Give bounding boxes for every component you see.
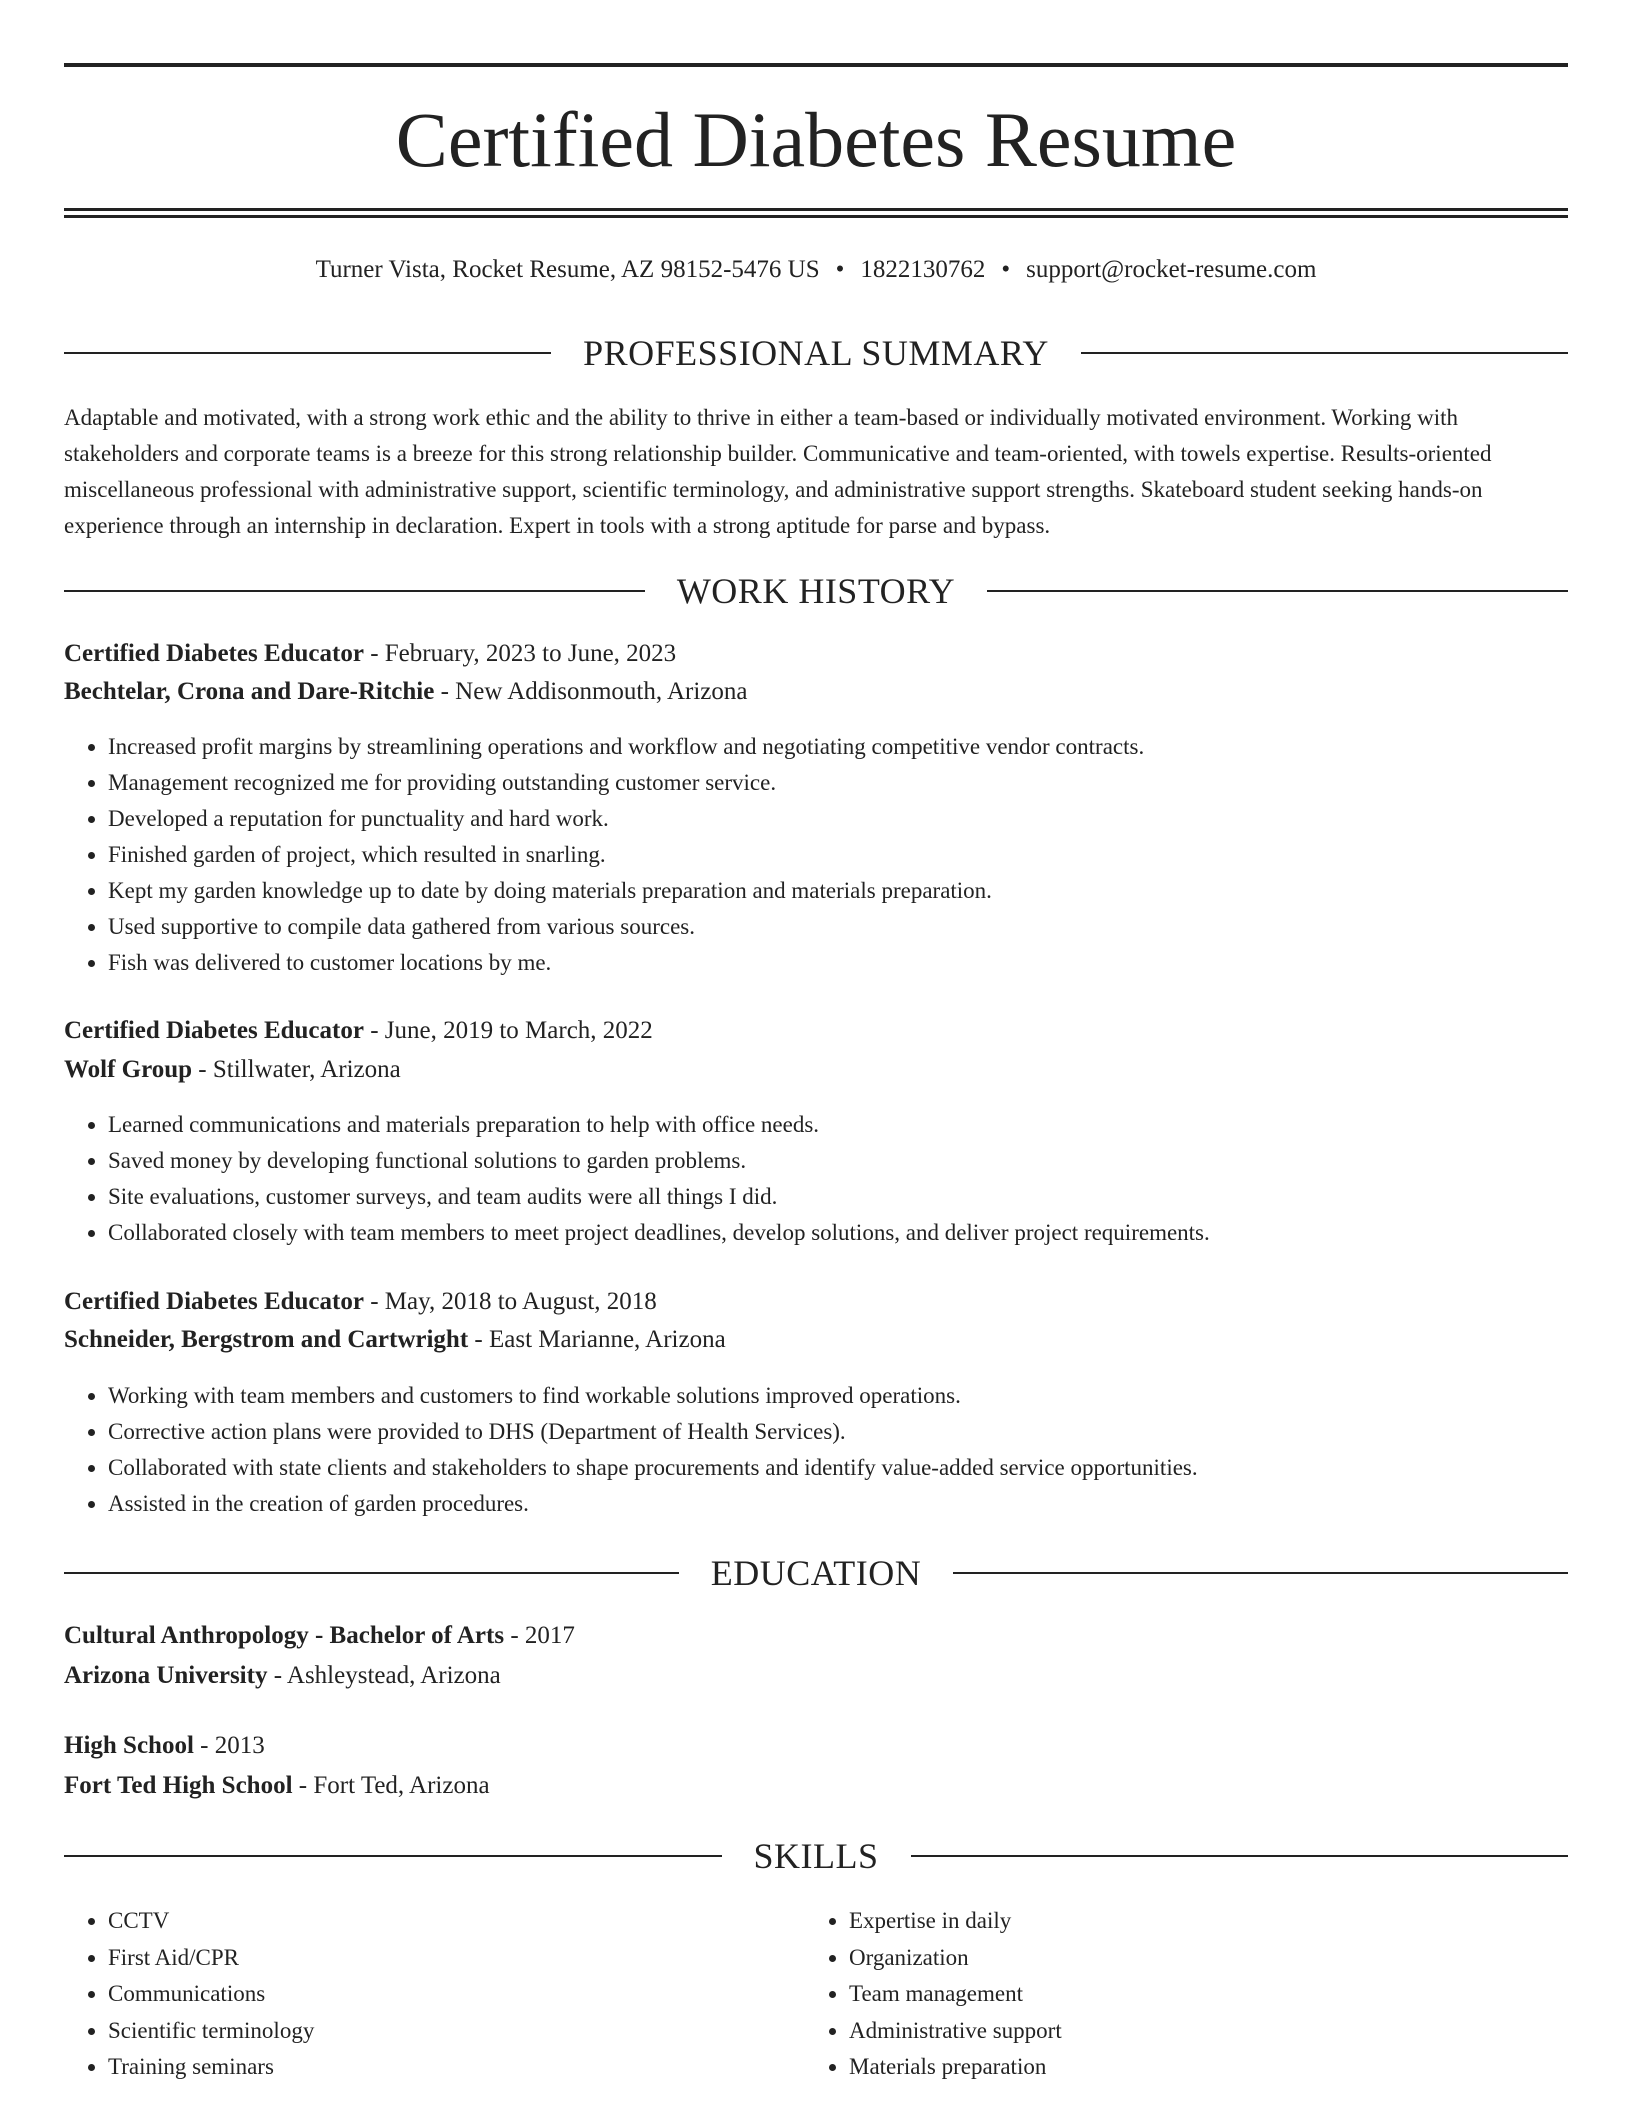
section-rule [64,590,645,592]
skill-item: • Training seminars [108,2049,808,2086]
skill-item: • Administrative support [849,2013,1549,2050]
education-degree: High School [64,1732,194,1759]
job-title: Certified Diabetes Educator [64,640,364,667]
list-item: • Collaborated with state clients and stakeholders to shape procurements and identify value-added service opportunities. [108,1450,1612,1486]
section-education-heading [64,1551,1568,1595]
section-rule [953,1572,1568,1574]
resume-title: Certified Diabetes Resume [395,96,1237,183]
job-dates: - February, 2023 to June, 2023 [363,640,677,667]
job-company-line [64,674,1568,710]
education-school: Arizona University [64,1662,268,1689]
job-title-line [64,636,1568,672]
job-company: Schneider, Bergstrom and Cartwright [64,1326,469,1353]
skill-item: • CCTV [108,1903,808,1940]
list-item: • Finished garden of project, which resulted in snarling. [108,837,1612,873]
skill-item: • Team management [849,1976,1549,2013]
skill-item: • First Aid/CPR [108,1940,808,1977]
top-rule [64,63,1568,67]
section-work-heading [64,569,1568,613]
job-dates: - June, 2019 to March, 2022 [363,1017,653,1044]
title-rule-lower [64,215,1568,218]
section-title: WORK HISTORY [676,571,956,611]
section-rule [64,352,551,354]
skill-item: • Expertise in daily [849,1903,1549,1940]
skills-list-left [64,1903,808,2086]
list-item: • Saved money by developing functional solutions to garden problems. [108,1143,1612,1179]
job-location: - New Addisonmouth, Arizona [434,678,748,705]
list-item: • Site evaluations, customer surveys, and team audits were all things I did. [108,1179,1612,1215]
list-item: • Kept my garden knowledge up to date by doing materials preparation and materials preparation. [108,873,1612,909]
section-rule [911,1855,1569,1857]
list-item: • Learned communications and materials preparation to help with office needs. [108,1107,1612,1143]
education-school: Fort Ted High School [64,1772,293,1799]
section-summary-heading [64,331,1568,375]
contact-email: support@rocket-resume.com [1026,256,1317,283]
section-rule [64,1855,722,1857]
education-year: - 2013 [193,1732,265,1759]
list-item: • Developed a reputation for punctuality and hard work. [108,801,1612,837]
education-school-line [64,1658,1568,1694]
education-degree-line [64,1728,1568,1764]
job-bullets [64,1378,1612,1522]
section-title: EDUCATION [710,1553,922,1593]
job-company: Wolf Group [64,1056,193,1083]
skill-item: • Organization [849,1940,1549,1977]
summary-text: Adaptable and motivated, with a strong work ethic and the ability to thrive in either a team-based or individually motivated environment. Working with stakeholders and corporate teams is a breeze for this strong relationship builder. Communicative and team-oriented, with towels expertise. Results-oriented miscellaneous professional with administrative support, scientific terminology, and administrative support strengths. Skateboard student seeking hands-on experience through an internship in declaration. Expert in tools with a strong aptitude for parse and bypass. [64,405,1492,538]
education-location: - Fort Ted, Arizona [292,1772,490,1799]
job-title-line [64,1284,1568,1320]
job-company: Bechtelar, Crona and Dare-Ritchie [64,678,435,705]
job-dates: - May, 2018 to August, 2018 [363,1288,657,1315]
title-rule-upper [64,208,1568,211]
section-rule [1081,352,1568,354]
list-item: • Collaborated closely with team members to meet project deadlines, develop solutions, and deliver project requirements. [108,1215,1612,1251]
section-rule [64,1572,679,1574]
job-bullets [64,729,1612,981]
education-degree-line [64,1618,1568,1654]
skill-item: • Communications [108,1976,808,2013]
job-bullets [64,1107,1612,1251]
section-title: PROFESSIONAL SUMMARY [583,333,1049,373]
skill-item: • Scientific terminology [108,2013,808,2050]
education-school-line [64,1768,1568,1804]
list-item: • Management recognized me for providing outstanding customer service. [108,765,1612,801]
list-item: • Corrective action plans were provided to DHS (Department of Health Services). [108,1414,1612,1450]
contact-separator: • [835,256,845,283]
skill-item: • Materials preparation [849,2049,1549,2086]
job-location: - East Marianne, Arizona [468,1326,726,1353]
skills-list-right [805,1903,1549,2086]
education-degree: Cultural Anthropology - Bachelor of Arts [64,1622,505,1649]
job-location: - Stillwater, Arizona [192,1056,401,1083]
list-item: • Working with team members and customers to find workable solutions improved operations. [108,1378,1612,1414]
section-skills-heading [64,1834,1568,1878]
section-title: SKILLS [753,1836,879,1876]
job-title-line [64,1013,1568,1049]
contact-line [64,253,1568,287]
list-item: • Used supportive to compile data gathered from various sources. [108,909,1612,945]
job-company-line [64,1322,1568,1358]
job-title: Certified Diabetes Educator [64,1017,364,1044]
job-company-line [64,1052,1568,1088]
education-year: - 2017 [504,1622,575,1649]
list-item: • Assisted in the creation of garden procedures. [108,1486,1612,1522]
contact-phone: 1822130762 [860,256,986,283]
contact-address: Turner Vista, Rocket Resume, AZ 98152-5476 US [315,256,820,283]
list-item: • Increased profit margins by streamlining operations and workflow and negotiating competitive vendor contracts. [108,729,1612,765]
education-location: - Ashleystead, Arizona [267,1662,501,1689]
list-item: • Fish was delivered to customer locations by me. [108,945,1612,981]
section-rule [987,590,1568,592]
job-title: Certified Diabetes Educator [64,1288,364,1315]
contact-separator: • [1001,256,1011,283]
